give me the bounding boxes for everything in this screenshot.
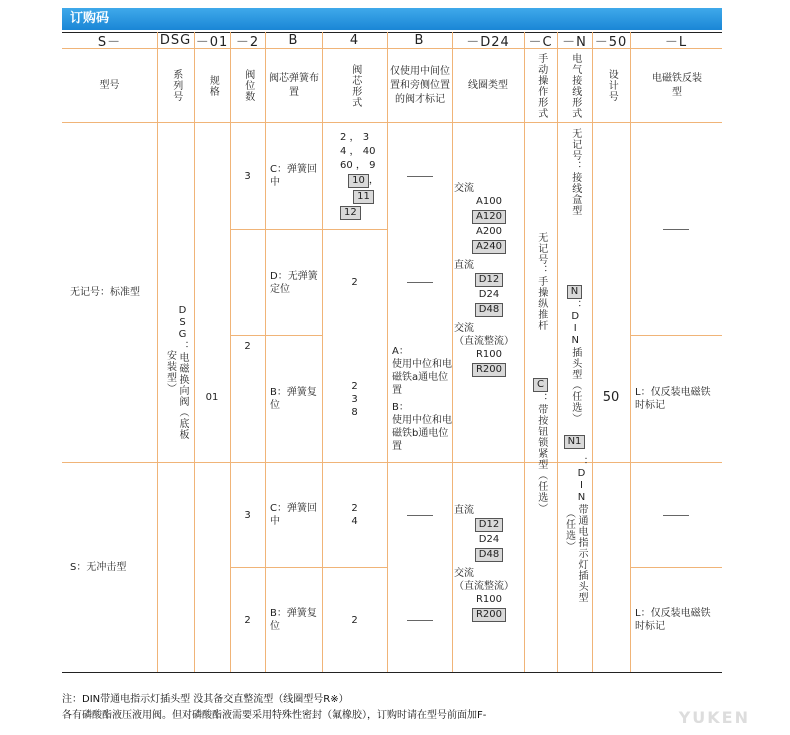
header-manual: 手动操作形式 xyxy=(535,52,547,119)
spool-r1-sep: ， xyxy=(368,175,379,186)
coil2-d24: D24 xyxy=(478,534,500,545)
header-spring: 阀芯弹簧布置 xyxy=(269,72,319,98)
coil2-r200: R200 xyxy=(472,608,506,622)
coil-d24: D24 xyxy=(478,289,500,300)
coil-a120: A120 xyxy=(472,210,506,224)
reverse-text-2: L：仅反装电磁铁时标记 xyxy=(635,608,711,632)
spool-r3-l2: 3 xyxy=(351,393,358,405)
code-series: DSG xyxy=(159,33,192,48)
header-coil: 线圈类型 xyxy=(468,79,508,91)
header-midpos: 仅使用中间位置和旁侧位置的阀才标记 xyxy=(390,65,450,105)
coil-a240: A240 xyxy=(472,240,506,254)
spring-r2: D：无弹簧定位 xyxy=(270,270,318,295)
coil2-dc-label: 直流 xyxy=(454,505,474,516)
midpos-b-text: 使用中位和电磁铁b通电位置 xyxy=(392,415,452,452)
code-design: －50 xyxy=(594,35,628,50)
watermark: YUKEN xyxy=(678,708,750,727)
model-standard: 无记号：标准型 xyxy=(70,287,140,298)
spool-r5: 2 xyxy=(351,614,358,626)
spool-r3-l1: 2 xyxy=(351,380,358,392)
manual-none: 无记号：手操纵推杆 xyxy=(535,232,547,331)
spool-r1-box-10: 10 xyxy=(348,174,369,188)
order-code-banner xyxy=(62,8,722,30)
manual-c-text: ：带按钮锁紧型（任选） xyxy=(535,393,547,514)
header-positions: 阀位数 xyxy=(242,69,254,102)
banner-title: 订购码 xyxy=(70,11,110,26)
coil2-r100: R100 xyxy=(475,594,503,605)
coil-acdc-label: 交流 xyxy=(454,323,474,334)
code-coil: －D24 xyxy=(466,35,510,50)
electric-none: 无记号：接线盒型 xyxy=(569,128,581,216)
coil2-d12: D12 xyxy=(475,518,503,532)
midpos-a-title: A： xyxy=(392,346,409,357)
code-reverse: －L xyxy=(664,35,688,50)
coil2-acdc-label: 交流 xyxy=(454,568,474,579)
coil2-d48: D48 xyxy=(475,548,503,562)
reverse-text-1: L：仅反装电磁铁时标记 xyxy=(635,387,711,411)
header-spool: 阀芯形式 xyxy=(349,63,361,108)
spool-r4-l1: 2 xyxy=(351,503,358,514)
coil-a100: A100 xyxy=(476,196,502,207)
positions-3a: 3 xyxy=(244,170,251,182)
positions-3b: 3 xyxy=(244,509,251,521)
spool-r3-l3: 8 xyxy=(351,406,358,418)
header-spec: 规格 xyxy=(207,74,219,97)
design-value: 50 xyxy=(602,390,620,405)
dash-midpos-4 xyxy=(407,620,433,621)
midpos-b-title: B： xyxy=(392,402,409,413)
dash-reverse-1 xyxy=(663,229,689,230)
coil-d48: D48 xyxy=(475,303,503,317)
electric-n-text: ：DIN插头型（任选） xyxy=(569,300,581,424)
dash-midpos-2 xyxy=(407,282,433,283)
midpos-a-text: 使用中位和电磁铁a通电位置 xyxy=(392,359,452,396)
electric-n1-box: N1 xyxy=(564,435,586,449)
spool-r1-box-11: 11 xyxy=(353,190,374,204)
positions-2b: 2 xyxy=(244,614,251,626)
model-shockless: S：无冲击型 xyxy=(70,562,127,573)
coil-dc-label: 直流 xyxy=(454,260,474,271)
header-reverse: 电磁铁反装型 xyxy=(652,72,702,98)
code-model: S－ xyxy=(97,35,122,50)
spec-value: 01 xyxy=(205,392,219,403)
code-midpos: B xyxy=(414,33,425,48)
spring-r1: C：弹簧回中 xyxy=(270,164,317,188)
dash-midpos-3 xyxy=(407,515,433,516)
code-manual: －C xyxy=(528,35,553,50)
code-spec: －01 xyxy=(195,35,229,50)
header-design: 设计号 xyxy=(606,69,618,102)
spring-r4: C：弹簧回中 xyxy=(270,503,317,527)
coil-acdc-sub: （直流整流） xyxy=(454,336,514,347)
spring-r5: B：弹簧复位 xyxy=(270,608,317,632)
coil-r200: R200 xyxy=(472,363,506,377)
spool-r1-l3: 60 ， 9 xyxy=(340,160,376,171)
electric-n1-text: ：DIN带通电指示灯插头型（任选） xyxy=(563,456,587,603)
note-line-1: 注：DIN带通电指示灯插头型 没其备交直整流型（线圈型号R※） xyxy=(62,694,349,705)
dash-midpos-1 xyxy=(407,176,433,177)
code-spool: 4 xyxy=(349,33,360,48)
coil-r100: R100 xyxy=(475,349,503,360)
coil-a200: A200 xyxy=(476,226,502,237)
coil2-acdc-sub: （直流整流） xyxy=(454,581,514,592)
coil-ac-label: 交流 xyxy=(454,183,474,194)
order-code-table xyxy=(62,32,722,673)
positions-2: 2 xyxy=(244,340,251,352)
spool-r1-l2: 4 ， 40 xyxy=(340,146,376,157)
coil-d12: D12 xyxy=(475,273,503,287)
note-line-2: 各有磷酸酯液压液用阀。但对磷酸酯液需要采用特殊性密封（氟橡胶），订购时请在型号前面加F- xyxy=(62,710,487,721)
header-electric: 电气接线形式 xyxy=(569,52,581,119)
spool-r1-box-12: 12 xyxy=(340,206,361,220)
electric-n-box: N xyxy=(567,285,582,299)
header-series: 系列号 xyxy=(170,69,182,102)
code-positions: －2 xyxy=(235,35,260,50)
code-electric: －N xyxy=(562,35,587,50)
manual-c-box: C xyxy=(533,378,548,392)
spool-r2: 2 xyxy=(351,277,358,288)
code-spring: B xyxy=(288,33,299,48)
spring-r3: B：弹簧复位 xyxy=(270,387,317,411)
spool-r1-l1: 2 ， 3 xyxy=(340,132,370,143)
header-model: 型号 xyxy=(99,79,120,91)
dash-reverse-2 xyxy=(663,515,689,516)
spool-r4-l2: 4 xyxy=(351,516,358,527)
series-value: DSG：电磁换向阀（底板安装型） xyxy=(164,304,188,440)
